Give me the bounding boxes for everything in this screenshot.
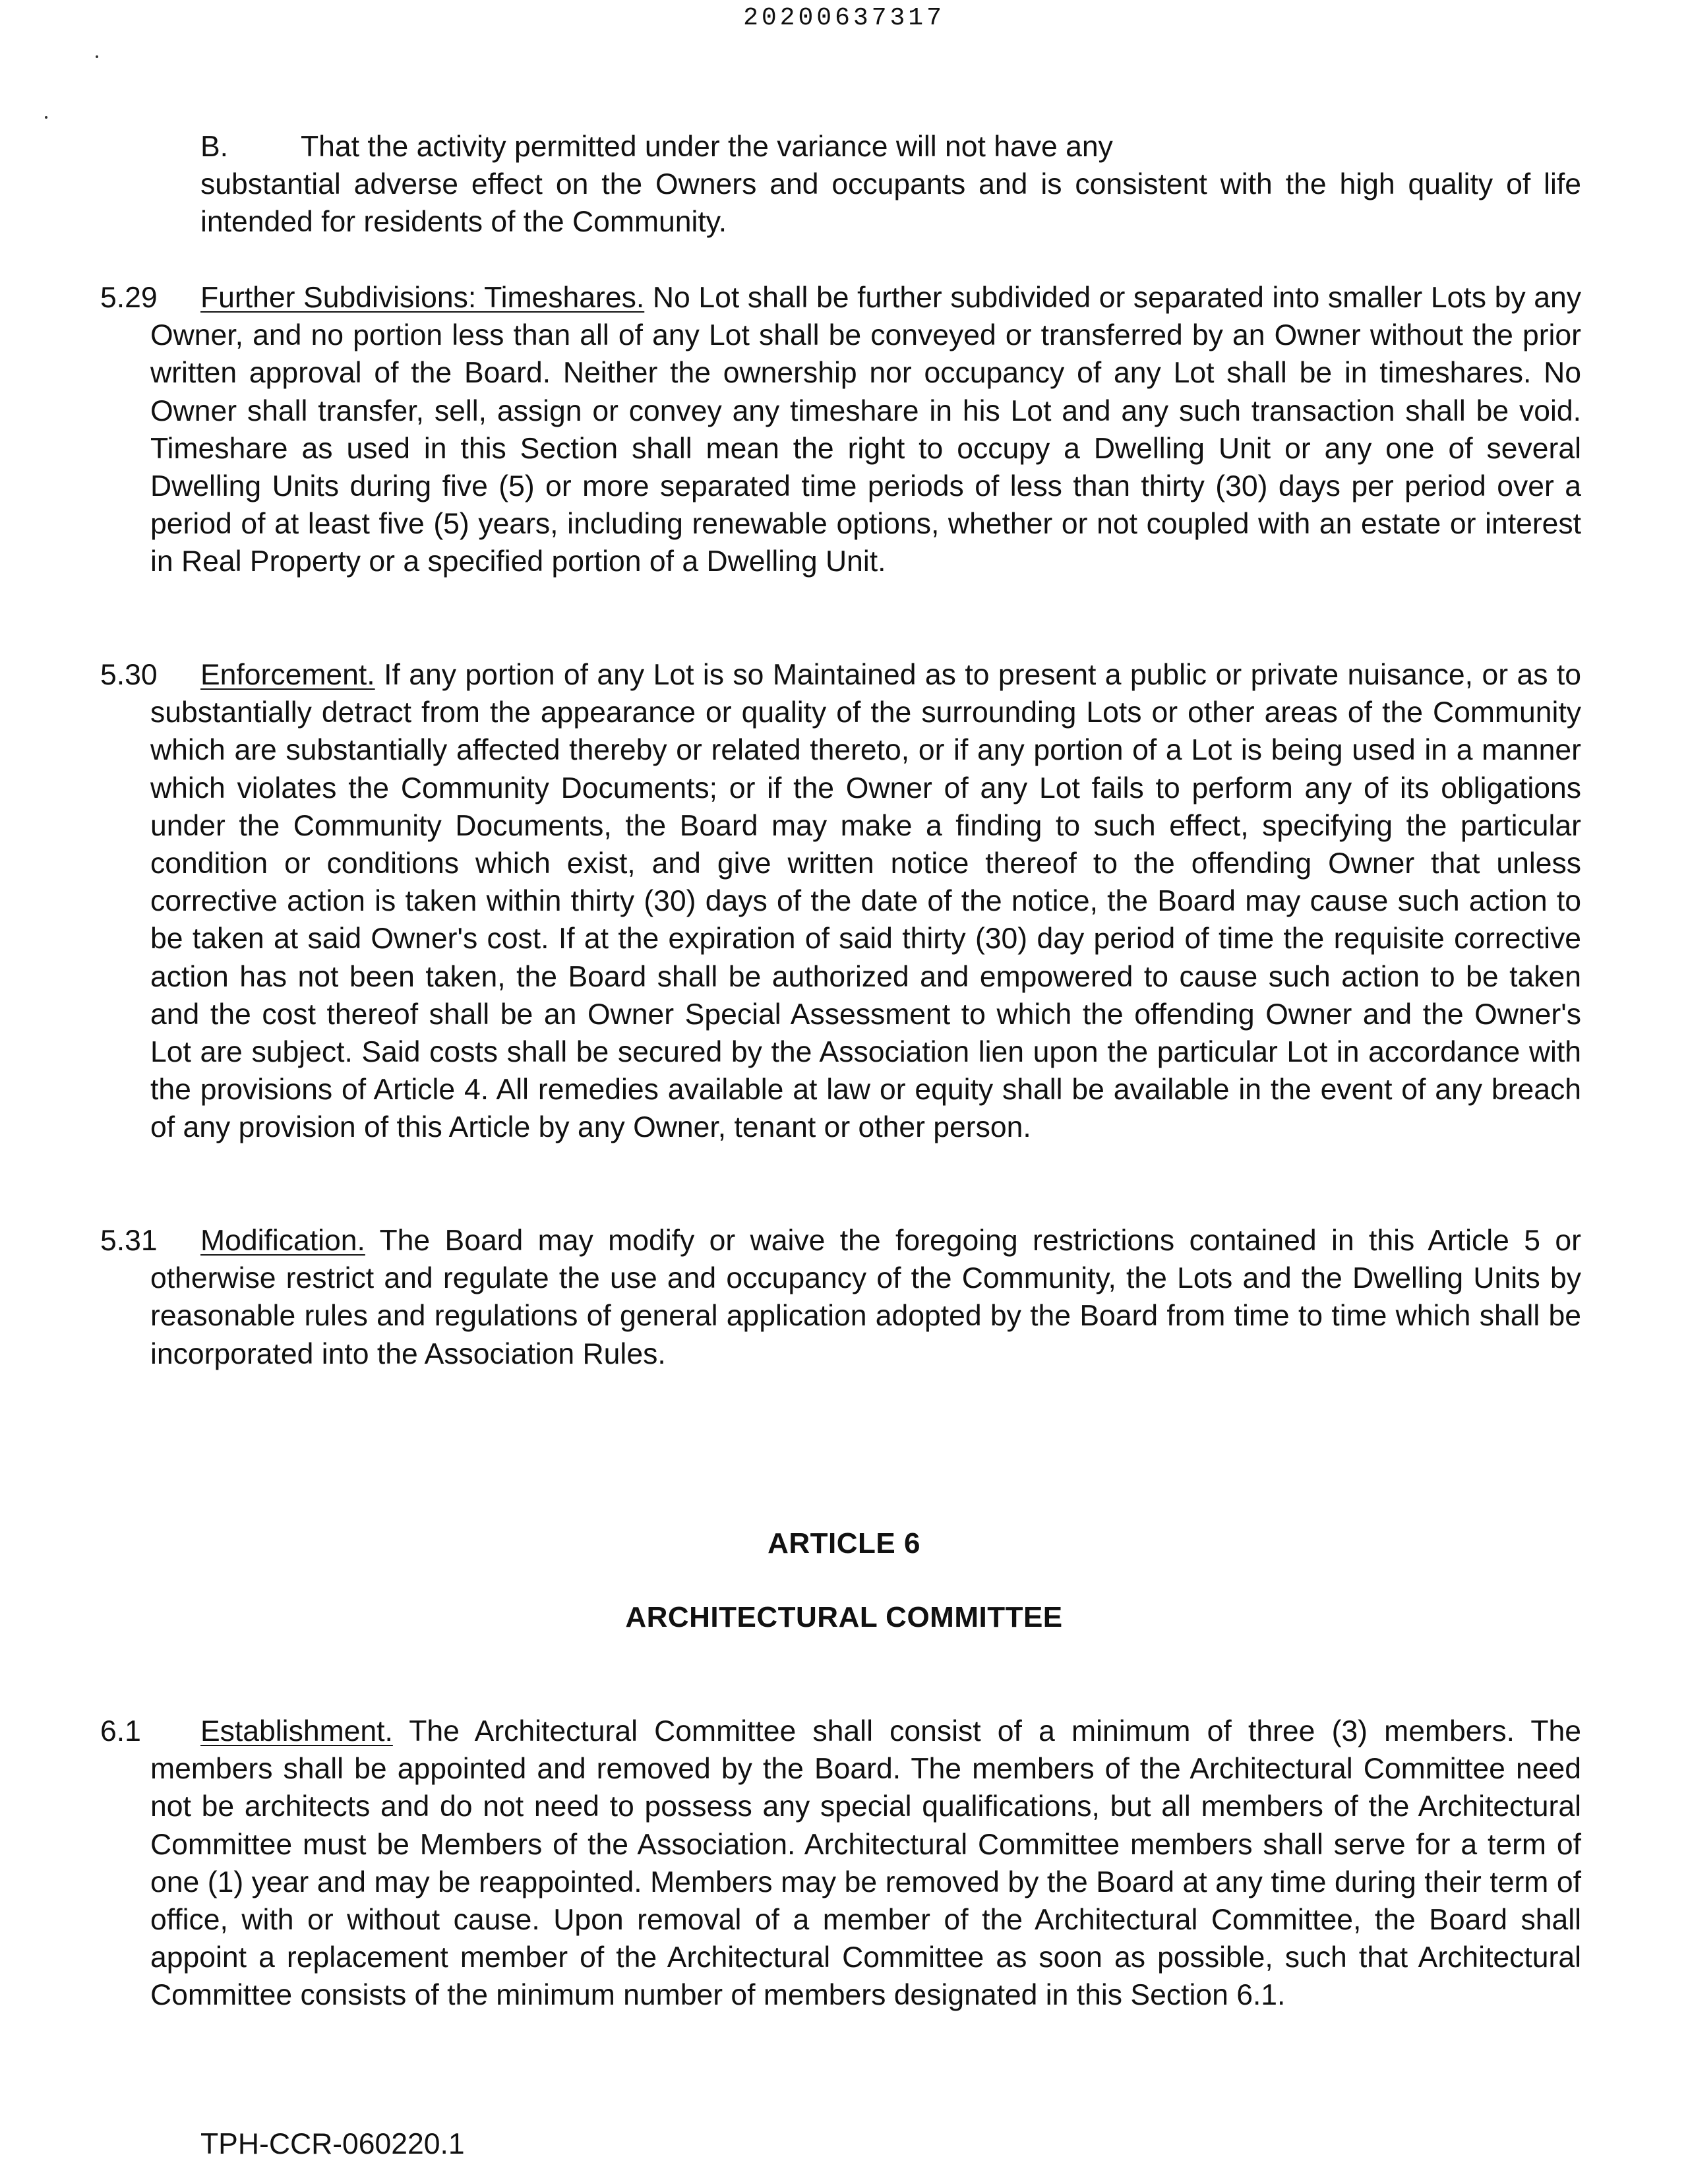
section-number: 5.31 bbox=[100, 1225, 158, 1257]
section-title: Further Subdivisions: Timeshares. bbox=[200, 282, 645, 314]
paragraph-b-label: B. bbox=[200, 131, 229, 163]
section-5-29 bbox=[100, 279, 1581, 581]
section-5-30 bbox=[100, 656, 1581, 1147]
scan-speck bbox=[45, 116, 47, 119]
section-6-1 bbox=[100, 1713, 1581, 2015]
section-number: 5.30 bbox=[100, 659, 158, 691]
section-5-31 bbox=[100, 1222, 1581, 1373]
section-body: No Lot shall be further subdivided or separated into smaller Lots by any Owner, and no portion less than all of any Lot shall be conveyed or transferred by an Owner without the prior written approval of the Board. Neither the ownership nor occupancy of any Lot shall be in timeshares. No Owner shall transfer, sell, assign or convey any timeshare in his Lot and any such transaction shall be void. Timeshare as used in this Section shall mean the right to occupy a Dwelling Unit or any one of several Dwelling Units during five (5) or more separated time periods of less than thirty (30) days per period over a period of at least five (5) years, including renewable options, whether or not coupled with an estate or interest in Real Property or a specified portion of a Dwelling Unit. bbox=[150, 282, 1581, 578]
document-number: 20200637317 bbox=[743, 4, 945, 32]
section-title: Modification. bbox=[200, 1225, 365, 1257]
scan-speck bbox=[96, 55, 98, 58]
section-title: Establishment. bbox=[200, 1715, 393, 1747]
article-number-heading: ARTICLE 6 bbox=[768, 1527, 920, 1560]
section-body: The Board may modify or waive the foregoing restrictions contained in this Article 5 or otherwise restrict and regulate the use and occupancy of the Community, the Lots and the Dwelling Units by reasonable rules and regulations of general application adopted by the Board from time to time which shall be incorporated into the Association Rules. bbox=[150, 1225, 1581, 1370]
footer-document-code: TPH-CCR-060220.1 bbox=[200, 2128, 465, 2160]
paragraph-b bbox=[200, 128, 1581, 241]
section-number: 6.1 bbox=[100, 1715, 141, 1747]
section-body: If any portion of any Lot is so Maintained as to present a public or private nuisance, or as to substantially detract from the appearance or quality of the surrounding Lots or other areas of the Community which are substantially affected thereby or related thereto, or if any portion of a Lot is being used in a manner which violates the Community Documents; or if the Owner of any Lot fails to perform any of its obligations under the Community Documents, the Board may make a finding to such effect, specifying the particular condition or conditions which exist, and give written notice thereof to the offending Owner that unless corrective action is taken within thirty (30) days of the date of the notice, the Board may cause such action to be taken at said Owner's cost. If at the expiration of said thirty (30) day period of time the requisite corrective action has not been taken, the Board shall be authorized and empowered to cause such action to be taken and the cost thereof shall be an Owner Special Assessment to which the offending Owner and the Owner's Lot are subject. Said costs shall be secured by the Association lien upon the particular Lot in accordance with the provisions of Article 4. All remedies available at law or equity shall be available in the event of any breach of any provision of this Article by any Owner, tenant or other person. bbox=[150, 659, 1581, 1144]
paragraph-b-text-first: That the activity permitted under the variance will not have any bbox=[301, 131, 1113, 163]
section-number: 5.29 bbox=[100, 282, 158, 314]
paragraph-b-text-rest: substantial adverse effect on the Owners and occupants and is consistent with the high quality of life intended for residents of the Community. bbox=[200, 168, 1581, 239]
section-title: Enforcement. bbox=[200, 659, 375, 691]
article-title-heading: ARCHITECTURAL COMMITTEE bbox=[625, 1601, 1063, 1633]
section-body: The Architectural Committee shall consist of a minimum of three (3) members. The members shall be appointed and removed by the Board. The members of the Architectural Committee need not be architects and do not need to possess any special qualifications, but all members of the Architectural Committee must be Members of the Association. Architectural Committee members shall serve for a term of one (1) year and may be reappointed. Members may be removed by the Board at any time during their term of office, with or without cause. Upon removal of a member of the Architectural Committee, the Board shall appoint a replacement member of the Architectural Committee as soon as possible, such that Architectural Committee consists of the minimum number of members designated in this Section 6.1. bbox=[150, 1715, 1581, 2012]
